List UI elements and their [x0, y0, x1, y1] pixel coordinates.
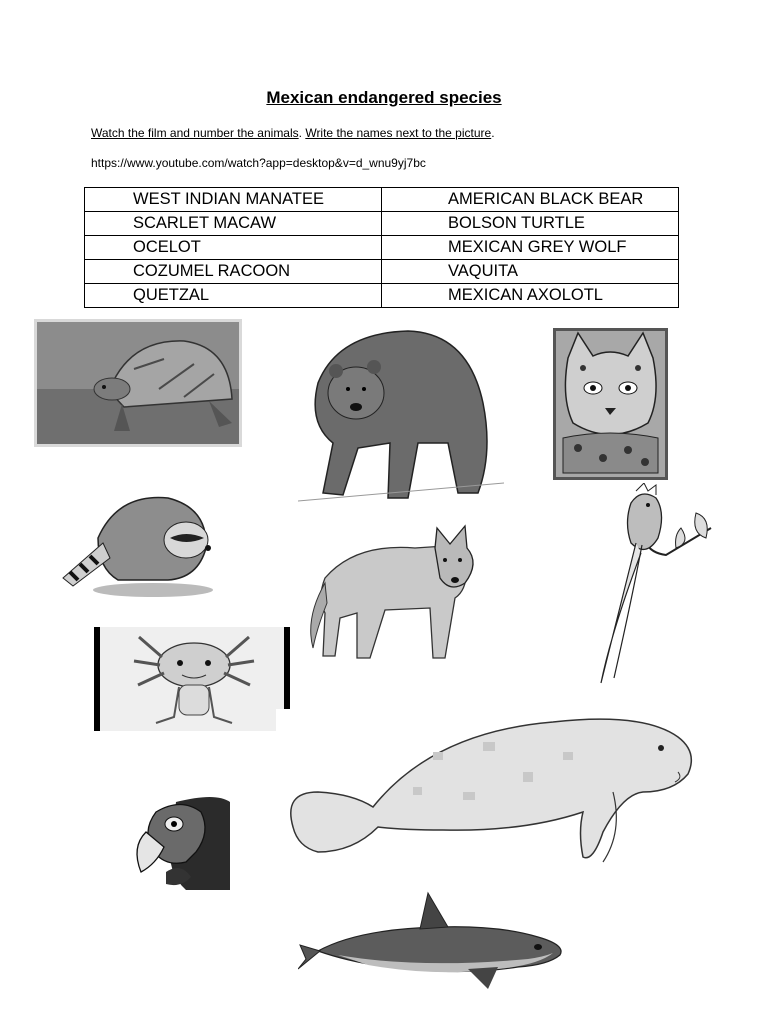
- table-row: [85, 260, 679, 284]
- table-cell: MEXICAN AXOLOTL: [382, 284, 679, 308]
- instruction-end: .: [491, 126, 495, 140]
- ocelot-illustration: [553, 328, 668, 480]
- instruction-part-1: Watch the film and number the animals: [91, 126, 299, 140]
- table-cell: SCARLET MACAW: [85, 212, 382, 236]
- quetzal-illustration: [586, 483, 716, 693]
- table-cell: OCELOT: [85, 236, 382, 260]
- table-cell: AMERICAN BLACK BEAR: [382, 188, 679, 212]
- page-title: Mexican endangered species: [266, 88, 502, 107]
- table-cell: VAQUITA: [382, 260, 679, 284]
- manatee-illustration: [283, 712, 698, 872]
- table-row: [85, 284, 679, 308]
- bear-illustration: [298, 323, 504, 515]
- instruction-part-2: Write the names next to the picture: [305, 126, 492, 140]
- table-cell: BOLSON TURTLE: [382, 212, 679, 236]
- turtle-illustration: [34, 319, 242, 447]
- table-cell: COZUMEL RACOON: [85, 260, 382, 284]
- instruction-separator: .: [298, 126, 306, 140]
- table-row: [85, 188, 679, 212]
- raccoon-illustration: [58, 488, 218, 598]
- table-row: [85, 236, 679, 260]
- video-url: https://www.youtube.com/watch?app=desktop&v=d_wnu9yj7bc: [91, 156, 426, 170]
- table-row: [85, 212, 679, 236]
- instructions: [91, 126, 495, 140]
- names-table: [84, 187, 679, 308]
- axolotl-illustration: [94, 627, 290, 731]
- table-cell: MEXICAN GREY WOLF: [382, 236, 679, 260]
- wolf-illustration: [295, 518, 503, 674]
- vaquita-illustration: [298, 889, 568, 991]
- macaw-illustration: [126, 792, 230, 890]
- table-cell: QUETZAL: [85, 284, 382, 308]
- table-cell: WEST INDIAN MANATEE: [85, 188, 382, 212]
